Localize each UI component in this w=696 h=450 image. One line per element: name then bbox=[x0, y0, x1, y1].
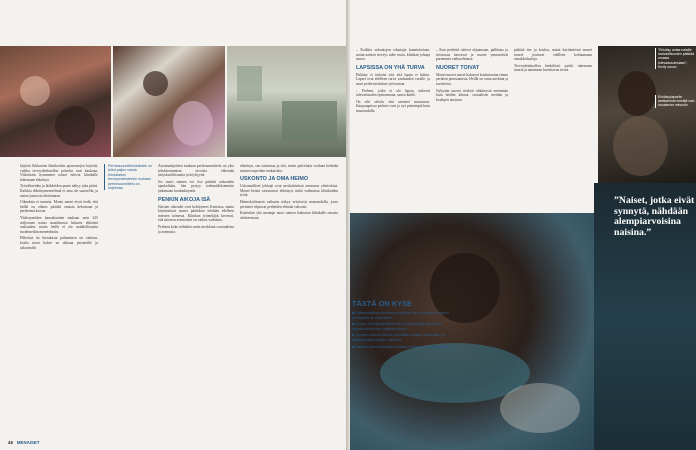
photo-clinic-patient bbox=[113, 46, 225, 157]
paragraph: – Kun perheitä tulevat ohjaamaan, palkkaus ja tietoisuus kasvavat ja nuoret ymmärtävät paremmin vaihtoehtonsa. bbox=[436, 48, 508, 62]
page-number: 46 bbox=[8, 440, 13, 445]
left-column-3 bbox=[240, 164, 338, 442]
section-heading: LAPSISSA ON YHÄ TURVA bbox=[356, 64, 425, 71]
paragraph: – Kaikkia uskontojen edustajia kunnioitetaan, mutta naisten terveys tulee ensin, klinikan johtaja sanoo. bbox=[356, 48, 430, 62]
fact-box bbox=[352, 299, 452, 351]
left-column-2 bbox=[158, 164, 234, 442]
paragraph: – Perheet, jotka ei ole lapsia, näkevät tulevaisuuden epävarmana, sanoo kätilö. bbox=[356, 88, 430, 98]
paragraph: Perheen koko nähdään usein merkkinä vauraudesta ja asemasta. bbox=[158, 224, 234, 234]
paragraph: Oikeuksia ei tunneta. Monet naiset eivät tiedä, että heillä on oikeus päättää omasta kehostaan ja perheensä koosta. bbox=[20, 200, 98, 214]
page-number: 47 bbox=[683, 440, 688, 445]
paragraph: Yhdistyneiden kansakuntien mukaan noin 225 miljoonaa naista maailmassa haluaisi ehkäistä raskauden, mutta heillä ei ole mahdollisuutta moderneihin menetelmiin. bbox=[20, 215, 98, 234]
paragraph: käyttää liikkuvien klinikoiden ajoneuvojen käyttöä, vaikka terveydenhuollon palvelut ovat kaukana. Viikoittain kymmenet naiset tulevat klinikalle hakemaan ehkäisyä. bbox=[20, 164, 98, 182]
paragraph: Jos nuori nainen voi itse päättää raskauden ajankohdan, hän pystyy todennäköisemmin jatkamaan koulunkäyntiä. bbox=[158, 179, 234, 193]
right-column-1 bbox=[356, 48, 430, 208]
section-heading: NUORET TOIVAT bbox=[436, 64, 480, 71]
right-column-3 bbox=[514, 48, 592, 168]
folio-right bbox=[683, 440, 688, 445]
section-heading: PENKIN AIKOJA ISÄ bbox=[158, 196, 211, 203]
folio-left bbox=[8, 440, 40, 445]
paragraph: ehkäisyn, sen toimintaa ja sitä, miten palveluita voidaan kehittää naisten tarpeiden mukaisiksi. bbox=[240, 164, 338, 173]
paragraph: Työvälineiden ja lääkkeiden puute näkyy joka päivä. Kaikkia ehkäisymenetelmiä ei aina ole saatavilla, ja naiset joutuvat odottamaan. bbox=[20, 184, 98, 198]
paragraph: Nykyään nuoret tietävät ehkäisystä enemmän kuin heidän äitinsä, sosiaalisen median ja koulujen ansiosta. bbox=[436, 88, 508, 102]
paragraph: päättää itse ja koulua, mutta käytännössä monet nuoret joutuvat edelleen kohtaamaan ennakkoluuloja. bbox=[514, 48, 592, 62]
paragraph: On silti selvää, että asenteet muuttuvat. Kaupungeissa perheet ovat jo nyt pienempiä kuin maaseudulla. bbox=[356, 99, 430, 113]
photo-clinic-room bbox=[227, 46, 346, 157]
pull-quote: ”Naiset, jotka eivät synnytä, nähdään alempiarvoisina naisina.” bbox=[614, 195, 695, 238]
paragraph: Terveydenhuollon henkilöstö pyrkii tukemaan nuoria ja antamaan luotettavaa tietoa. bbox=[514, 63, 592, 73]
photo-caption: Perhesuunnittelulinikalle on tullut paljon naisia. Kenialaiset terveysministeriön mukaan perhesuunnittelu on ohjelmaa. bbox=[104, 164, 152, 190]
fact-item: ■ Suomen ulkoministeriö rahoittaa osaltaan seksuaali- ja lisääntymisterveyden ohjelmia. bbox=[352, 333, 452, 342]
left-column-1 bbox=[20, 164, 98, 442]
paragraph: Heimokulttuurin vaikutus näkyy erityisesti maaseudulla, jossa perinteet ohjaavat perheiden elämää vahvasti. bbox=[240, 199, 338, 209]
right-column-2 bbox=[436, 48, 508, 208]
paragraph: Uskonnolliset johtajat ovat merkittävässä asemassa yhteisöissä. Monet heistä vastustavat ehkäisyä, mikä vaikeuttaa klinikoiden työtä. bbox=[240, 184, 338, 198]
paragraph: Asiantuntijoiden mukaan perhesuunnittelu on yksi tehokkaimmista tavoista vähentää äitiyskuolleisuutta ja köyhyyttä. bbox=[158, 164, 234, 178]
paragraph: Monet nuoret naiset haluavat kouluttautua ennen perheen perustamista. Heillä on omia unelmia ja tavoitteita. bbox=[436, 72, 508, 86]
magazine-name: MENAISET bbox=[16, 440, 40, 445]
fact-item: ■ Kenian terveysministeriö tekee yhteistyötä järjestöjen kanssa klinikoiden ylläpitämiseksi. bbox=[352, 322, 452, 331]
photo-caption-right-2: Ehkäisykapselin asettaminen kestää vain muutaman minuutin. bbox=[655, 95, 695, 108]
paragraph: Pilleristä tai kierukasta puhuminen on vaikeaa, koska moni kokee ne uhkana perinteille ja uskonnolle. bbox=[20, 236, 98, 250]
photo-clinic-nurse bbox=[0, 46, 111, 157]
fact-item: ■ Kansainvälinen perhesuunnittelun tuki on tärkeää naisten terveydelle ja oikeuksille. bbox=[352, 311, 452, 320]
section-heading: USKONTO JA OMA HEIMO bbox=[240, 176, 309, 183]
fact-box-title: TÄSTÄ ON KYSE bbox=[352, 299, 412, 308]
fact-item: ■ Naisten oikeus päättää omasta kehostaan on ihmisoikeus. bbox=[352, 345, 452, 350]
paragraph: Ehkäisy ei tarkoita sitä, että lapsia ei haluta. Lapset ovat edelleen turva vanhuuden varalle, ja suuri perhe merkitsee työvoimaa. bbox=[356, 72, 430, 86]
photo-caption-right: ”Ehkäisy antaa naisille mahdollisuuden päättää omasta tulevaisuudestaan”, Emily sanoo. bbox=[655, 48, 695, 69]
paragraph: Naisten oikeudet ovat kehittyneet Keniassa, mutta käytännössä monet päätökset tehdään edelleen miesten toimesta. Klinikan työntekijät kertovat, että miesten asenteisiin on vaikea vaikuttaa. bbox=[158, 204, 234, 223]
paragraph: Kuitenkin yhä useampi nuori nainen hakeutuu klinikalle omasta aloitteestaan. bbox=[240, 211, 338, 220]
